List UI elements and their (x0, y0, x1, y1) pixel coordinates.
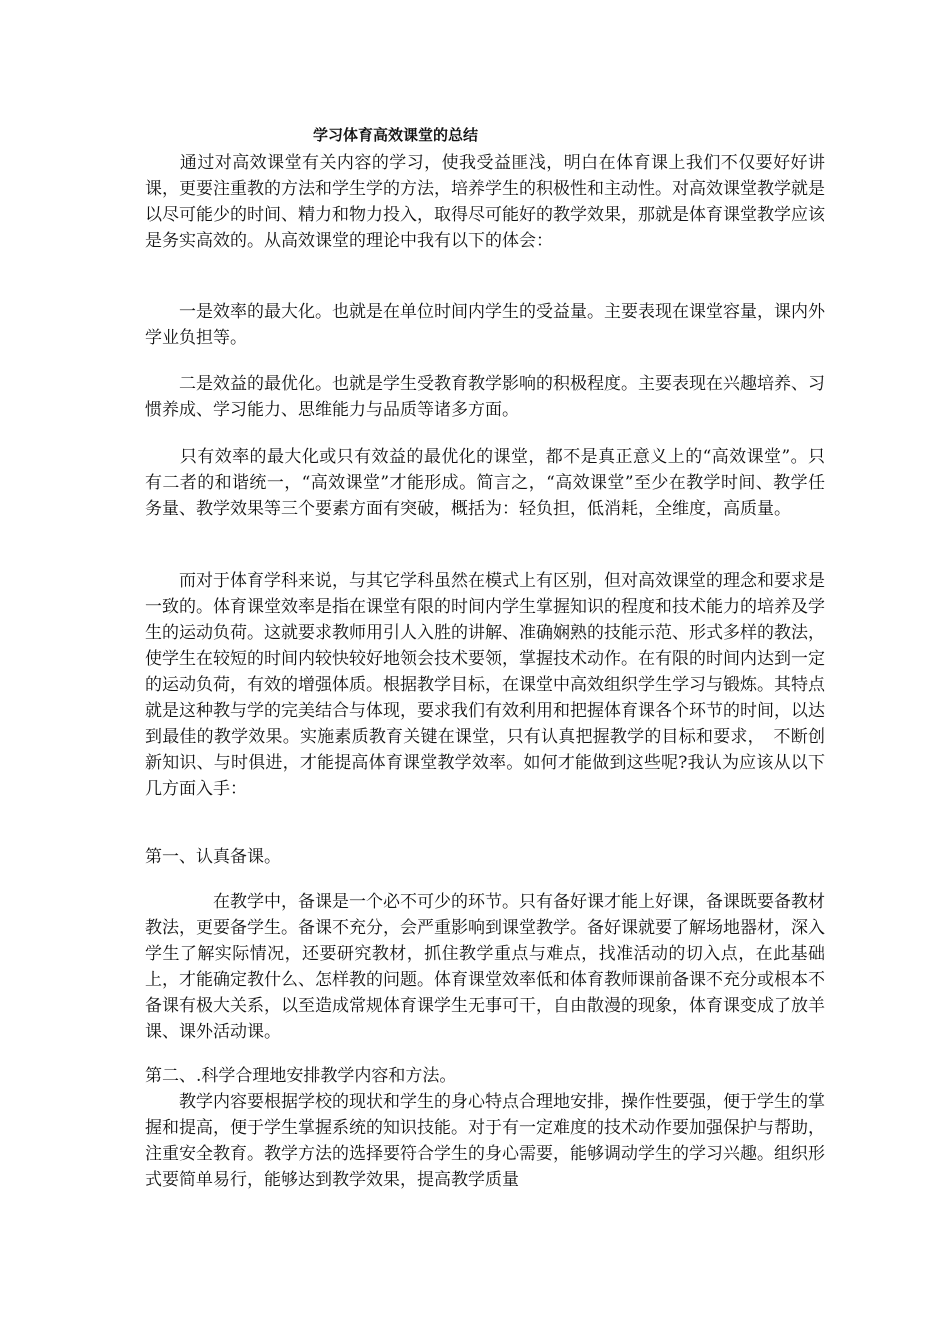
section-2-heading: 第二、.科学合理地安排教学内容和方法。 (145, 1066, 457, 1086)
section-1-body: 在教学中，备课是一个必不可少的环节。只有备好课才能上好课，备课既要备教材教法，更要备学生。备课不充分，会严重影响到课堂教学。备好课就要了解场地器材，深入学生了解实际情况，还要研究教材，抓住教学重点与难点，找准活动的切入点，在此基础上，才能确定教什么、怎样教的问题。体育课堂效率低和体育教师课前备课不充分或根本不备课有极大关系，以至造成常规体育课学生无事可干，自由散漫的现象，体育课变成了放羊课、课外活动课。 (145, 892, 825, 1042)
point-benefit-paragraph: 二是效益的最优化。也就是学生受教育教学影响的积极程度。主要表现在兴趣培养、习惯养成、学习能力、思维能力与品质等诸多方面。 (145, 374, 825, 420)
section-2-body: 教学内容要根据学校的现状和学生的身心特点合理地安排，操作性要强，便于学生的掌握和提高，便于学生掌握系统的知识技能。对于有一定难度的技术动作要加强保护与帮助，注重安全教育。教学方法的选择要符合学生的身心需要，能够调动学生的学习兴趣。组织形式要简单易行，能够达到教学效果，提高教学质量 (145, 1092, 825, 1190)
intro-paragraph: 通过对高效课堂有关内容的学习，使我受益匪浅，明白在体育课上我们不仅要好好讲课，更要注重教的方法和学生学的方法，培养学生的积极性和主动性。对高效课堂教学就是以尽可能少的时间、精力和物力投入，取得尽可能好的教学效果，那就是体育课堂教学应该是务实高效的。从高效课堂的理论中我有以下的体会： (145, 153, 825, 251)
pe-subject-paragraph: 而对于体育学科来说，与其它学科虽然在模式上有区别，但对高效课堂的理念和要求是一致的。体育课堂效率是指在课堂有限的时间内学生掌握知识的程度和技术能力的培养及学生的运动负荷。这就要求教师用引人入胜的讲解、准确娴熟的技能示范、形式多样的教法，使学生在较短的时间内较快较好地领会技术要领，掌握技术动作。在有限的时间内达到一定的运动负荷，有效的增强体质。根据教学目标，在课堂中高效组织学生学习与锻炼。其特点就是这种教与学的完美结合与体现，要求我们有效利用和把握体育课各个环节的时间，以达到最佳的教学效果。实施素质教育关键在课堂，只有认真把握教学的目标和要求， 不断创新知识、与时俱进，才能提高体育课堂教学效率。如何才能做到这些呢?我认为应该从以下几方面入手： (145, 571, 825, 799)
point-efficiency-paragraph: 一是效率的最大化。也就是在单位时间内学生的受益量。主要表现在课堂容量，课内外学业负担等。 (145, 302, 825, 348)
document-title: 学习体育高效课堂的总结 (313, 126, 479, 144)
efficient-classroom-paragraph: 只有效率的最大化或只有效益的最优化的课堂，都不是真正意义上的“高效课堂”。只有二者的和谐统一，“高效课堂”才能形成。简言之，“高效课堂”至少在教学时间、教学任务量、教学效果等三个要素方面有突破，概括为：轻负担，低消耗，全维度，高质量。 (145, 447, 825, 519)
section-1-heading: 第一、认真备课。 (145, 847, 281, 867)
